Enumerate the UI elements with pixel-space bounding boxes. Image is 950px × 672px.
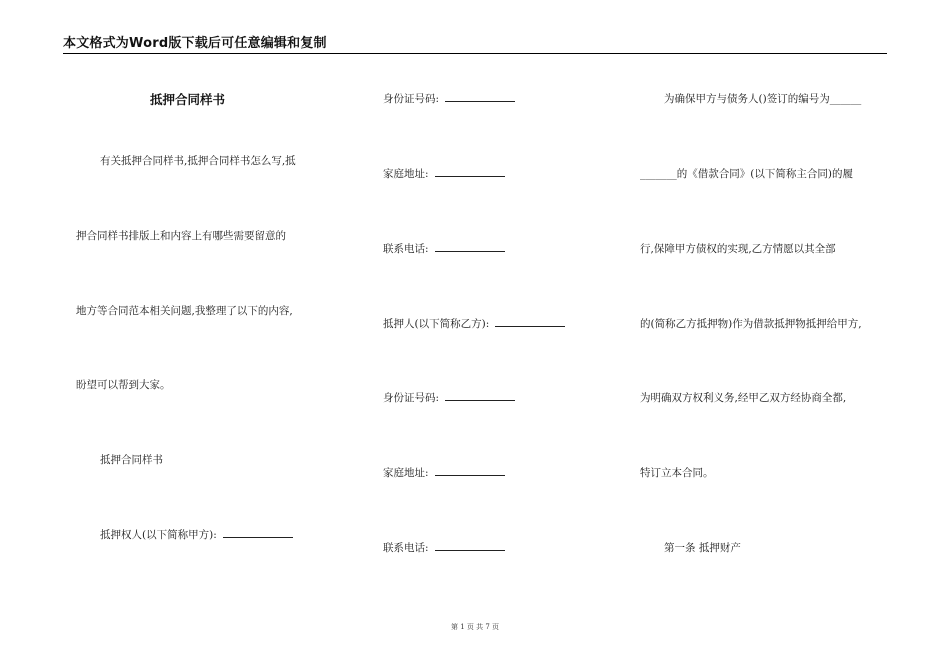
paragraph-line-1: 为确保甲方与债务人()签订的编号为______	[664, 93, 862, 105]
phone-label-1: 联系电话:	[383, 243, 429, 255]
phone-field-1	[383, 242, 505, 256]
id-number-field-1	[383, 92, 515, 106]
column-2	[383, 0, 613, 672]
address-field-1	[383, 167, 505, 181]
id-number-label-1: 身份证号码:	[383, 93, 440, 105]
column-1	[76, 0, 336, 672]
address-blank-1[interactable]	[435, 167, 505, 177]
address-label-2: 家庭地址:	[383, 467, 429, 479]
id-number-blank-1[interactable]	[445, 92, 515, 102]
mortgagor-label: 抵押人(以下简称乙方):	[383, 318, 490, 330]
contract-title: 抵押合同样书	[150, 92, 226, 107]
id-number-field-2	[383, 391, 515, 405]
mortgagor-blank[interactable]	[495, 317, 565, 327]
paragraph-line-4: 的(简称乙方抵押物)作为借款抵押物抵押给甲方,	[640, 318, 862, 330]
intro-line-4: 盼望可以帮到大家。	[76, 379, 171, 391]
address-blank-2[interactable]	[435, 466, 505, 476]
intro-line-2: 押合同样书排版上和内容上有哪些需要留意的	[76, 230, 286, 242]
id-number-blank-2[interactable]	[445, 391, 515, 401]
address-label-1: 家庭地址:	[383, 168, 429, 180]
mortgagee-field	[100, 528, 293, 542]
intro-line-3: 地方等合同范本相关问题,我整理了以下的内容,	[76, 305, 293, 317]
article-1-heading: 第一条 抵押财产	[664, 542, 741, 554]
paragraph-line-3: 行,保障甲方债权的实现,乙方情愿以其全部	[640, 243, 836, 255]
phone-label-2: 联系电话:	[383, 542, 429, 554]
paragraph-line-6: 特订立本合同。	[640, 467, 714, 479]
mortgagee-label: 抵押权人(以下简称甲方):	[100, 529, 217, 541]
column-3	[640, 0, 900, 672]
intro-line-1: 有关抵押合同样书,抵押合同样书怎么写,抵	[100, 155, 296, 167]
header-text: 本文格式为Word版下载后可任意编辑和复制	[63, 36, 327, 51]
mortgagee-blank[interactable]	[223, 528, 293, 538]
paragraph-line-5: 为明确双方权利义务,经甲乙双方经协商全都,	[640, 392, 847, 404]
phone-field-2	[383, 541, 505, 555]
id-number-label-2: 身份证号码:	[383, 392, 440, 404]
mortgagor-field	[383, 317, 565, 331]
phone-blank-1[interactable]	[435, 242, 505, 252]
phone-blank-2[interactable]	[435, 541, 505, 551]
page-footer: 第 1 页 共 7 页	[450, 623, 500, 631]
paragraph-line-2: _______的《借款合同》(以下简称主合同)的履	[640, 168, 853, 180]
address-field-2	[383, 466, 505, 480]
section-subtitle: 抵押合同样书	[100, 454, 163, 466]
